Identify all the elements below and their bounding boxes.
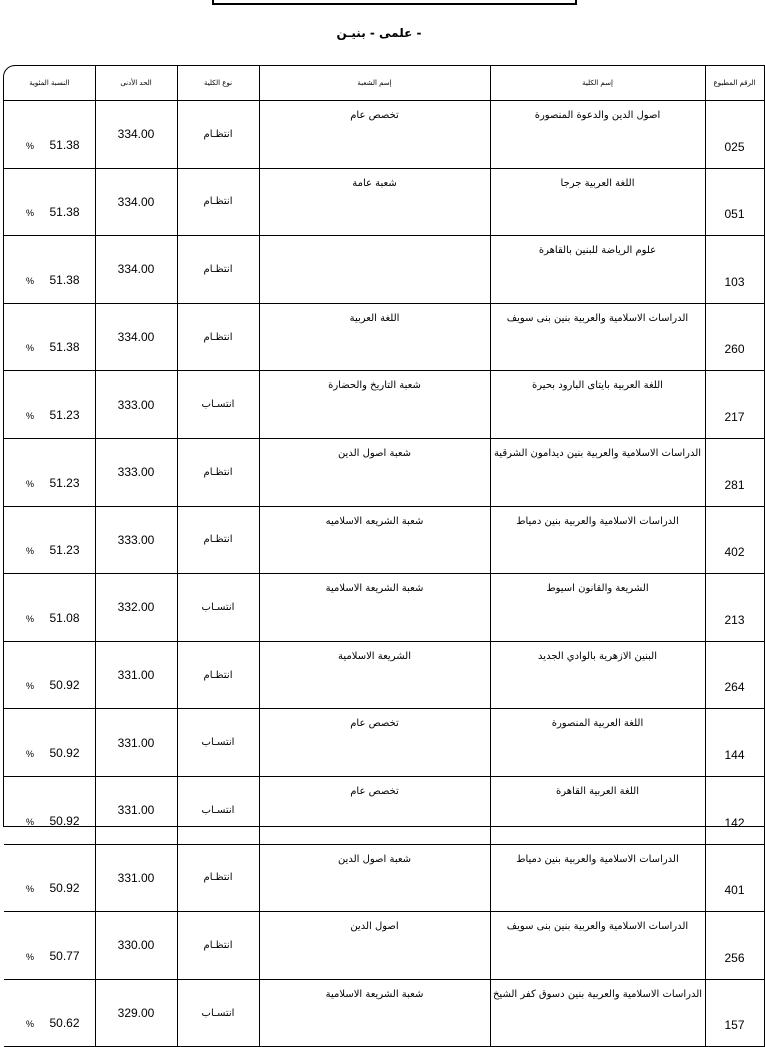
- table-row: [4, 236, 764, 304]
- table-row: [4, 574, 764, 642]
- pct-cell: [4, 912, 95, 980]
- pct-value: 50.62: [49, 1016, 80, 1031]
- college-name: اللغة العربية بايتاى البارود بحيرة: [490, 371, 705, 439]
- pct-cell: [4, 371, 95, 439]
- min-score: 334.00: [95, 168, 177, 236]
- table-row: [4, 641, 764, 709]
- percent-sign: %: [26, 208, 35, 219]
- college-type: انتسـاب: [177, 776, 259, 844]
- percent-sign: %: [26, 546, 35, 557]
- pct-value: 51.38: [49, 272, 80, 287]
- college-type: انتظـام: [177, 236, 259, 304]
- percent-sign: %: [26, 748, 35, 759]
- college-type: انتظـام: [177, 303, 259, 371]
- college-name: الدراسات الاسلامية والعربية بنين ديدامون الشرقية: [490, 438, 705, 506]
- pct-cell: [4, 236, 95, 304]
- percent-sign: %: [26, 951, 35, 962]
- percent-sign: %: [26, 410, 35, 421]
- pct-cell: [4, 844, 95, 912]
- college-code: 144: [705, 709, 764, 777]
- college-name: الدراسات الاسلامية والعربية بنين دمياط: [490, 844, 705, 912]
- college-code: 264: [705, 641, 764, 709]
- college-code: 402: [705, 506, 764, 574]
- pct-value: 50.77: [49, 948, 80, 963]
- pct-cell: [4, 709, 95, 777]
- branch-name: شعبة التاريخ والحضارة: [259, 371, 490, 439]
- college-name: الدراسات الاسلامية والعربية بنين دسوق كفر الشيخ: [490, 979, 705, 1047]
- branch-name: شعبة عامة: [259, 168, 490, 236]
- college-name: اللغة العربية جرجا: [490, 168, 705, 236]
- college-code: 281: [705, 438, 764, 506]
- college-code: 051: [705, 168, 764, 236]
- table-row: [4, 776, 764, 844]
- college-code: 103: [705, 236, 764, 304]
- pct-cell: [4, 506, 95, 574]
- header-box: [212, 0, 577, 5]
- college-type: انتظـام: [177, 912, 259, 980]
- pct-cell: [4, 641, 95, 709]
- table-row: [4, 506, 764, 574]
- min-score: 334.00: [95, 101, 177, 169]
- college-type: انتسـاب: [177, 371, 259, 439]
- percent-sign: %: [26, 681, 35, 692]
- min-score: 331.00: [95, 844, 177, 912]
- min-score: 329.00: [95, 979, 177, 1047]
- branch-name: شعبة اصول الدين: [259, 438, 490, 506]
- branch-name: شعبة الشريعه الاسلاميه: [259, 506, 490, 574]
- college-code: 260: [705, 303, 764, 371]
- table-body: [4, 101, 764, 1047]
- pct-value: 51.23: [49, 543, 80, 558]
- pct-value: 51.08: [49, 610, 80, 625]
- branch-name: الشريعة الاسلامية: [259, 641, 490, 709]
- pct-value: 50.92: [49, 813, 80, 828]
- percent-sign: %: [26, 478, 35, 489]
- college-code: 142: [705, 776, 764, 844]
- college-name: اصول الدين والدعوة المنصورة: [490, 101, 705, 169]
- min-score: 333.00: [95, 506, 177, 574]
- branch-name: تخصص عام: [259, 776, 490, 844]
- branch-name: شعبة اصول الدين: [259, 844, 490, 912]
- college-type: انتظـام: [177, 438, 259, 506]
- college-code: 217: [705, 371, 764, 439]
- page-subtitle: - علمى - بنيـن: [336, 26, 422, 40]
- pct-cell: [4, 101, 95, 169]
- branch-name: تخصص عام: [259, 709, 490, 777]
- table-row: [4, 979, 764, 1047]
- min-score: 333.00: [95, 438, 177, 506]
- table-row: [4, 709, 764, 777]
- pct-cell: [4, 979, 95, 1047]
- col-header-type: نوع الكلية: [177, 66, 259, 101]
- col-header-branch: إسم الشعبة: [259, 66, 490, 101]
- pct-value: 51.38: [49, 340, 80, 355]
- min-score: 332.00: [95, 574, 177, 642]
- college-code: 401: [705, 844, 764, 912]
- table-row: [4, 371, 764, 439]
- pct-value: 51.23: [49, 475, 80, 490]
- branch-name: اللغة العربية: [259, 303, 490, 371]
- table-row: [4, 303, 764, 371]
- college-type: انتسـاب: [177, 574, 259, 642]
- college-code: 213: [705, 574, 764, 642]
- table-row: [4, 101, 764, 169]
- pct-value: 51.23: [49, 407, 80, 422]
- branch-name: تخصص عام: [259, 101, 490, 169]
- pct-cell: [4, 574, 95, 642]
- pct-cell: [4, 303, 95, 371]
- pct-value: 50.92: [49, 678, 80, 693]
- pct-cell: [4, 776, 95, 844]
- min-score: 334.00: [95, 236, 177, 304]
- pct-cell: [4, 168, 95, 236]
- percent-sign: %: [26, 140, 35, 151]
- percent-sign: %: [26, 613, 35, 624]
- pct-value: 50.92: [49, 745, 80, 760]
- college-type: انتظـام: [177, 641, 259, 709]
- branch-name: شعبة الشريعة الاسلامية: [259, 574, 490, 642]
- col-header-pct: النسبة المئوية: [4, 66, 95, 101]
- results-table: [4, 66, 765, 1047]
- table-row: [4, 844, 764, 912]
- pct-cell: [4, 438, 95, 506]
- college-type: انتظـام: [177, 168, 259, 236]
- college-type: انتظـام: [177, 101, 259, 169]
- min-score: 330.00: [95, 912, 177, 980]
- branch-name: اصول الدين: [259, 912, 490, 980]
- min-score: 334.00: [95, 303, 177, 371]
- college-name: الدراسات الاسلامية والعربية بنين بنى سويف: [490, 303, 705, 371]
- college-code: 157: [705, 979, 764, 1047]
- college-code: 025: [705, 101, 764, 169]
- percent-sign: %: [26, 1019, 35, 1030]
- percent-sign: %: [26, 275, 35, 286]
- table-row: [4, 912, 764, 980]
- college-type: انتسـاب: [177, 979, 259, 1047]
- min-score: 331.00: [95, 776, 177, 844]
- college-name: الشريعة والقانون اسيوط: [490, 574, 705, 642]
- pct-value: 50.92: [49, 881, 80, 896]
- col-header-college: إسم الكلية: [490, 66, 705, 101]
- college-name: الدراسات الاسلامية والعربية بنين بنى سويف: [490, 912, 705, 980]
- college-type: انتظـام: [177, 844, 259, 912]
- branch-name: [259, 236, 490, 304]
- min-score: 331.00: [95, 641, 177, 709]
- college-name: البنين الازهرية بالوادي الجديد: [490, 641, 705, 709]
- pct-value: 51.38: [49, 205, 80, 220]
- percent-sign: %: [26, 343, 35, 354]
- table-header-row: [4, 66, 764, 101]
- college-name: الدراسات الاسلامية والعربية بنين دمياط: [490, 506, 705, 574]
- col-header-min: الحد الأدنى: [95, 66, 177, 101]
- col-header-code: الرقم المطبوع: [705, 66, 764, 101]
- percent-sign: %: [26, 816, 35, 827]
- results-table-frame: [3, 65, 765, 1033]
- pct-value: 51.38: [49, 137, 80, 152]
- college-type: انتسـاب: [177, 709, 259, 777]
- college-type: انتظـام: [177, 506, 259, 574]
- table-row: [4, 438, 764, 506]
- branch-name: شعبة الشريعة الاسلامية: [259, 979, 490, 1047]
- college-code: 256: [705, 912, 764, 980]
- table-row: [4, 168, 764, 236]
- college-name: اللغة العربية القاهرة: [490, 776, 705, 844]
- min-score: 333.00: [95, 371, 177, 439]
- college-name: اللغة العربية المنصورة: [490, 709, 705, 777]
- college-name: علوم الرياضة للبنين بالقاهرة: [490, 236, 705, 304]
- percent-sign: %: [26, 884, 35, 895]
- min-score: 331.00: [95, 709, 177, 777]
